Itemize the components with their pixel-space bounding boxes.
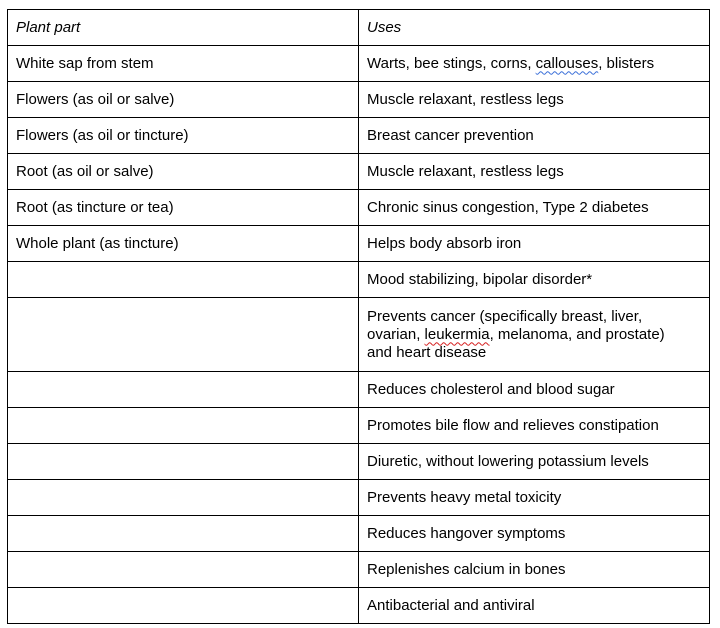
plant-part-cell: Root (as oil or salve): [8, 154, 359, 190]
table-row: [8, 226, 710, 262]
uses-cell: Mood stabilizing, bipolar disorder*: [359, 262, 710, 298]
uses-cell: Antibacterial and antiviral: [359, 588, 710, 624]
flagged-word: leukermia: [424, 325, 490, 343]
plant-part-cell: Whole plant (as tincture): [8, 226, 359, 262]
uses-cell: Breast cancer prevention: [359, 118, 710, 154]
plant-part-cell: [8, 372, 359, 408]
table-header-row: [8, 10, 710, 46]
plant-part-cell: [8, 480, 359, 516]
table-row: [8, 516, 710, 552]
flagged-word: callouses: [535, 54, 599, 72]
table-row: [8, 118, 710, 154]
plant-part-cell: Flowers (as oil or tincture): [8, 118, 359, 154]
uses-text: and heart disease: [367, 343, 487, 361]
uses-text: ovarian,: [367, 325, 425, 343]
table-row: [8, 46, 710, 82]
table-row: [8, 408, 710, 444]
table-row: [8, 588, 710, 624]
uses-cell: Chronic sinus congestion, Type 2 diabetes: [359, 190, 710, 226]
plant-part-cell: [8, 588, 359, 624]
table-row: [8, 190, 710, 226]
uses-cell: Reduces cholesterol and blood sugar: [359, 372, 710, 408]
uses-text: , melanoma, and prostate): [489, 325, 665, 343]
plant-part-cell: White sap from stem: [8, 46, 359, 82]
uses-cell: [359, 298, 710, 372]
plant-part-cell: [8, 444, 359, 480]
uses-cell: Promotes bile flow and relieves constipation: [359, 408, 710, 444]
uses-cell: Muscle relaxant, restless legs: [359, 82, 710, 118]
plant-part-cell: [8, 262, 359, 298]
uses-cell: Reduces hangover symptoms: [359, 516, 710, 552]
header-plant-part: Plant part: [8, 10, 359, 46]
plant-part-cell: Flowers (as oil or salve): [8, 82, 359, 118]
table-row: [8, 298, 710, 372]
table-row: [8, 372, 710, 408]
uses-cell: Helps body absorb iron: [359, 226, 710, 262]
plant-uses-table: [7, 9, 710, 624]
uses-cell: [359, 46, 710, 82]
table-row: [8, 444, 710, 480]
uses-text: Prevents cancer (specifically breast, liver,: [367, 307, 643, 325]
uses-cell: Muscle relaxant, restless legs: [359, 154, 710, 190]
table-row: [8, 82, 710, 118]
table-row: [8, 262, 710, 298]
plant-part-cell: [8, 516, 359, 552]
plant-part-cell: Root (as tincture or tea): [8, 190, 359, 226]
uses-text: , blisters: [598, 54, 655, 72]
uses-cell: Replenishes calcium in bones: [359, 552, 710, 588]
table-row: [8, 154, 710, 190]
table-row: [8, 552, 710, 588]
header-uses: Uses: [359, 10, 710, 46]
plant-part-cell: [8, 298, 359, 372]
plant-part-cell: [8, 408, 359, 444]
table-row: [8, 480, 710, 516]
plant-part-cell: [8, 552, 359, 588]
uses-cell: Prevents heavy metal toxicity: [359, 480, 710, 516]
uses-cell: Diuretic, without lowering potassium levels: [359, 444, 710, 480]
uses-text: Warts, bee stings, corns,: [367, 54, 536, 72]
